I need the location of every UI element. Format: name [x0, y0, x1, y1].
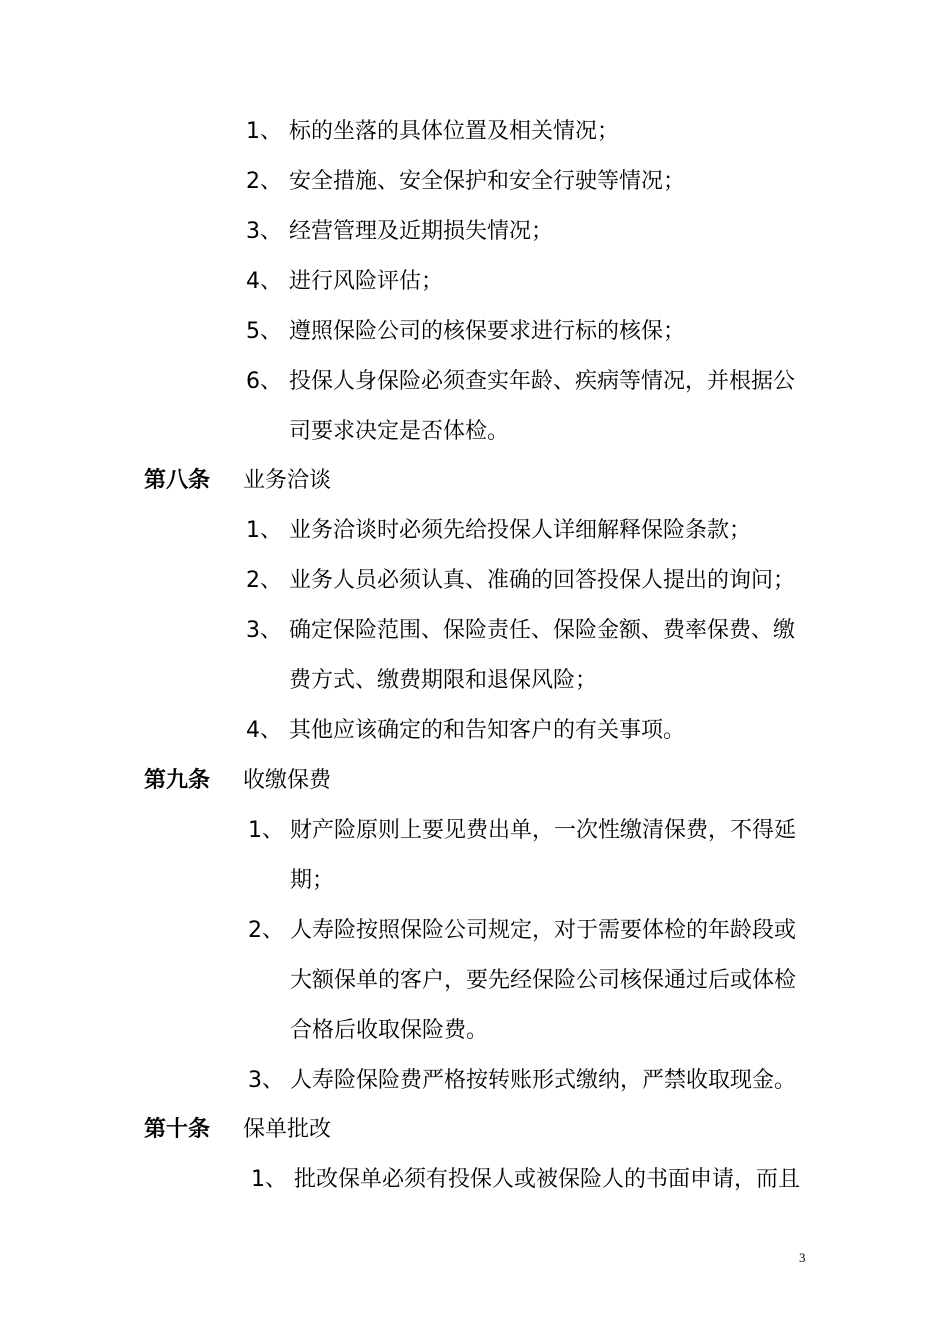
list-item-text: 业务洽谈时必须先给投保人详细解释保险条款；	[289, 518, 752, 543]
list-item-text: 进行风险评估；	[289, 269, 444, 294]
list-item-text: 其他应该确定的和告知客户的有关事项。	[289, 718, 686, 743]
list-item-text: 标的坐落的具体位置及相关情况；	[289, 119, 620, 144]
list-item-text: 业务人员必须认真、准确的回答投保人提出的询问；	[289, 568, 796, 593]
article-label: 第八条	[144, 468, 211, 493]
list-item-number: 6、	[246, 369, 282, 394]
list-item-text: 投保人身保险必须查实年龄、疾病等情况，并根据公	[289, 369, 796, 394]
article-label: 第九条	[144, 768, 211, 793]
list-item-text: 财产险原则上要见费出单，一次性缴清保费，不得延	[290, 818, 797, 843]
list-item-number: 3、	[246, 618, 282, 643]
list-item-text: 遵照保险公司的核保要求进行标的核保；	[289, 319, 686, 344]
list-item-text: 司要求决定是否体检。	[289, 419, 510, 444]
article-title: 收缴保费	[243, 768, 332, 793]
list-item-number: 2、	[246, 568, 282, 593]
list-item-number: 4、	[246, 269, 282, 294]
list-item-text: 费方式、缴费期限和退保风险；	[289, 668, 598, 693]
list-item-number: 4、	[246, 718, 282, 743]
list-item-text: 大额保单的客户，要先经保险公司核保通过后或体检	[290, 968, 797, 993]
article-title: 业务洽谈	[243, 468, 332, 493]
list-item-text: 经营管理及近期损失情况；	[289, 219, 554, 244]
list-item-text: 安全措施、安全保护和安全行驶等情况；	[289, 169, 686, 194]
list-item-number: 2、	[248, 918, 284, 943]
list-item-text: 期；	[290, 868, 335, 893]
list-item-number: 1、	[251, 1167, 287, 1192]
article-heading	[144, 466, 332, 496]
list-item-text: 人寿险按照保险公司规定，对于需要体检的年龄段或	[290, 918, 797, 943]
list-item-number: 1、	[246, 518, 282, 543]
article-label: 第十条	[144, 1117, 211, 1142]
article-title: 保单批改	[243, 1117, 332, 1142]
article-heading	[144, 1115, 332, 1145]
list-item-text: 确定保险范围、保险责任、保险金额、费率保费、缴	[289, 618, 796, 643]
list-item-number: 5、	[246, 319, 282, 344]
list-item-number: 1、	[248, 818, 284, 843]
list-item-number: 2、	[246, 169, 282, 194]
article-heading	[144, 766, 332, 796]
list-item-text: 批改保单必须有投保人或被保险人的书面申请，而且	[294, 1167, 801, 1192]
list-item-number: 3、	[248, 1068, 284, 1093]
list-item-text: 人寿险保险费严格按转账形式缴纳，严禁收取现金。	[290, 1068, 797, 1093]
page-number: 3	[799, 1250, 806, 1265]
list-item-number: 3、	[246, 219, 282, 244]
list-item-number: 1、	[246, 119, 282, 144]
list-item-text: 合格后收取保险费。	[290, 1018, 489, 1043]
